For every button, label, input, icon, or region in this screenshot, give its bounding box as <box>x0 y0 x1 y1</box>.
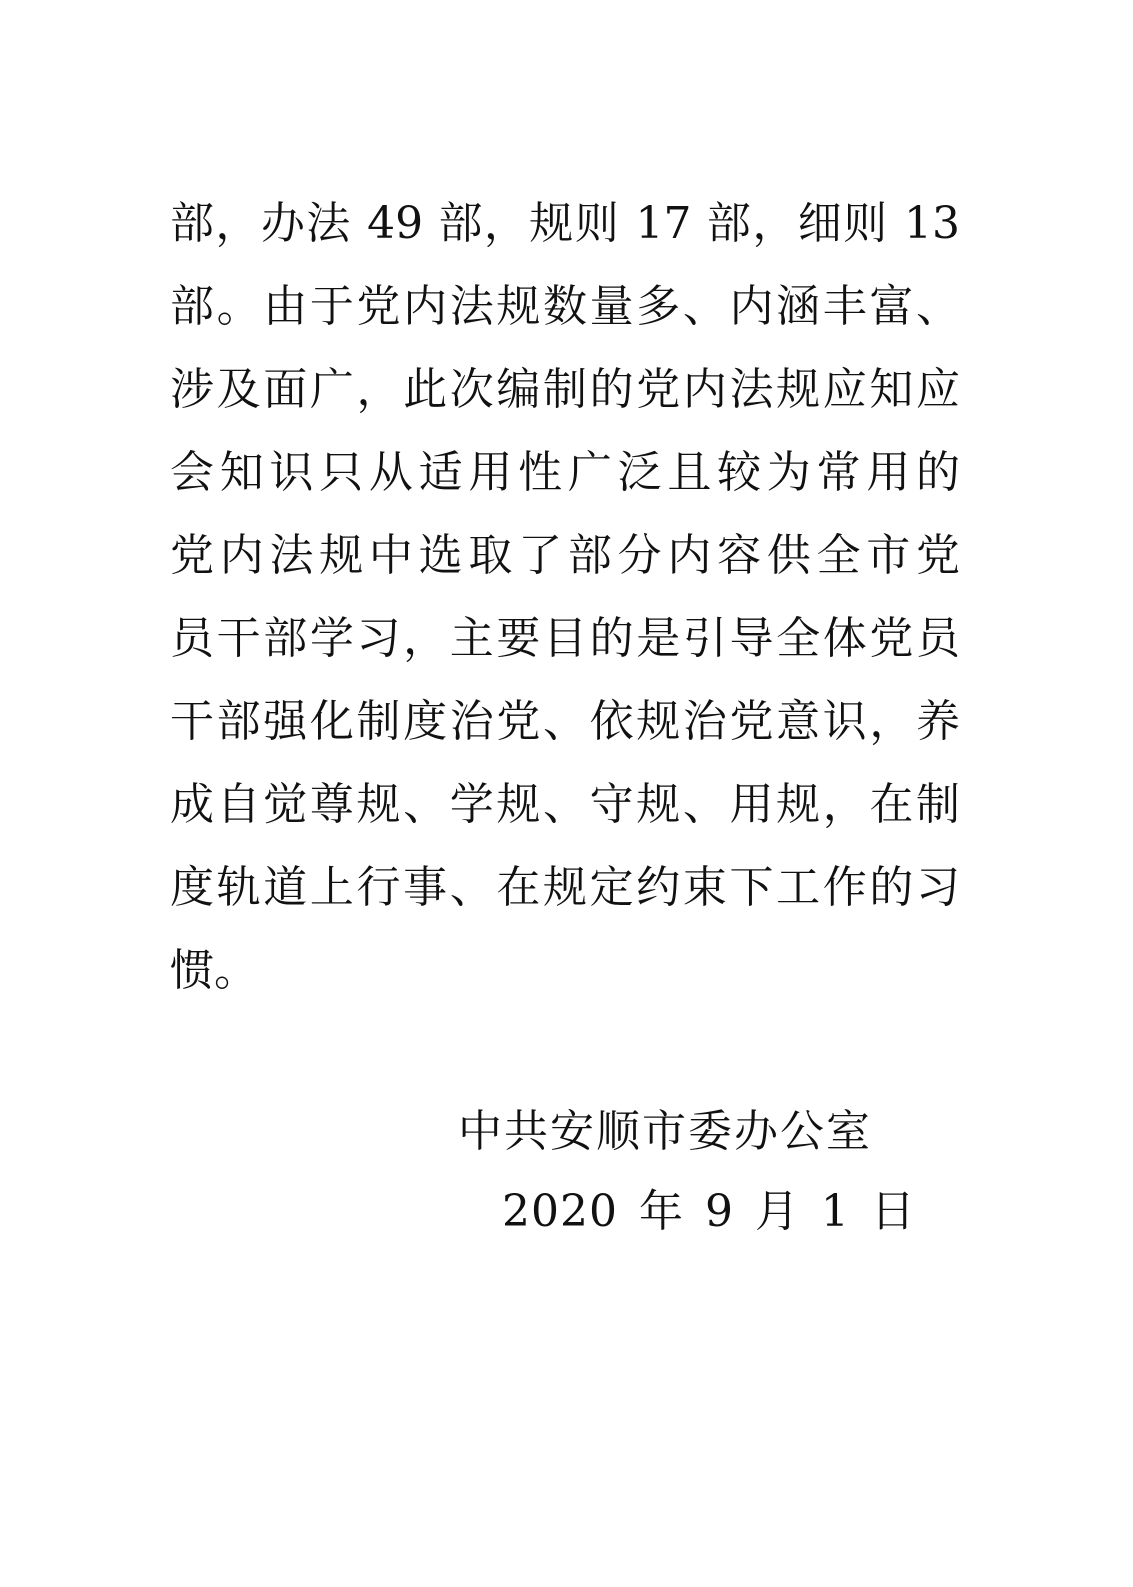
body-line-5: 党内法规中选取了部分内容供全市党 <box>170 530 960 581</box>
body-line-9: 度轨道上行事、在规定约束下工作的习 <box>170 862 960 913</box>
body-line-3: 涉及面广，此次编制的党内法规应知应 <box>170 364 960 415</box>
signature-organization: 中共安顺市委办公室 <box>458 1106 872 1157</box>
body-paragraph <box>170 182 960 1012</box>
signature-block <box>458 1092 916 1252</box>
body-line-8: 成自觉尊规、学规、守规、用规，在制 <box>170 779 960 830</box>
body-line-1: 部，办法 49 部，规则 17 部，细则 13 <box>170 198 960 249</box>
body-line-6: 员干部学习，主要目的是引导全体党员 <box>170 613 960 664</box>
body-line-4: 会知识只从适用性广泛且较为常用的 <box>170 447 960 498</box>
body-line-10: 惯。 <box>170 945 258 996</box>
signature-date: 2020 年 9 月 1 日 <box>502 1186 916 1237</box>
body-line-7: 干部强化制度治党、依规治党意识，养 <box>170 696 960 747</box>
body-line-2: 部。由于党内法规数量多、内涵丰富、 <box>170 281 960 332</box>
